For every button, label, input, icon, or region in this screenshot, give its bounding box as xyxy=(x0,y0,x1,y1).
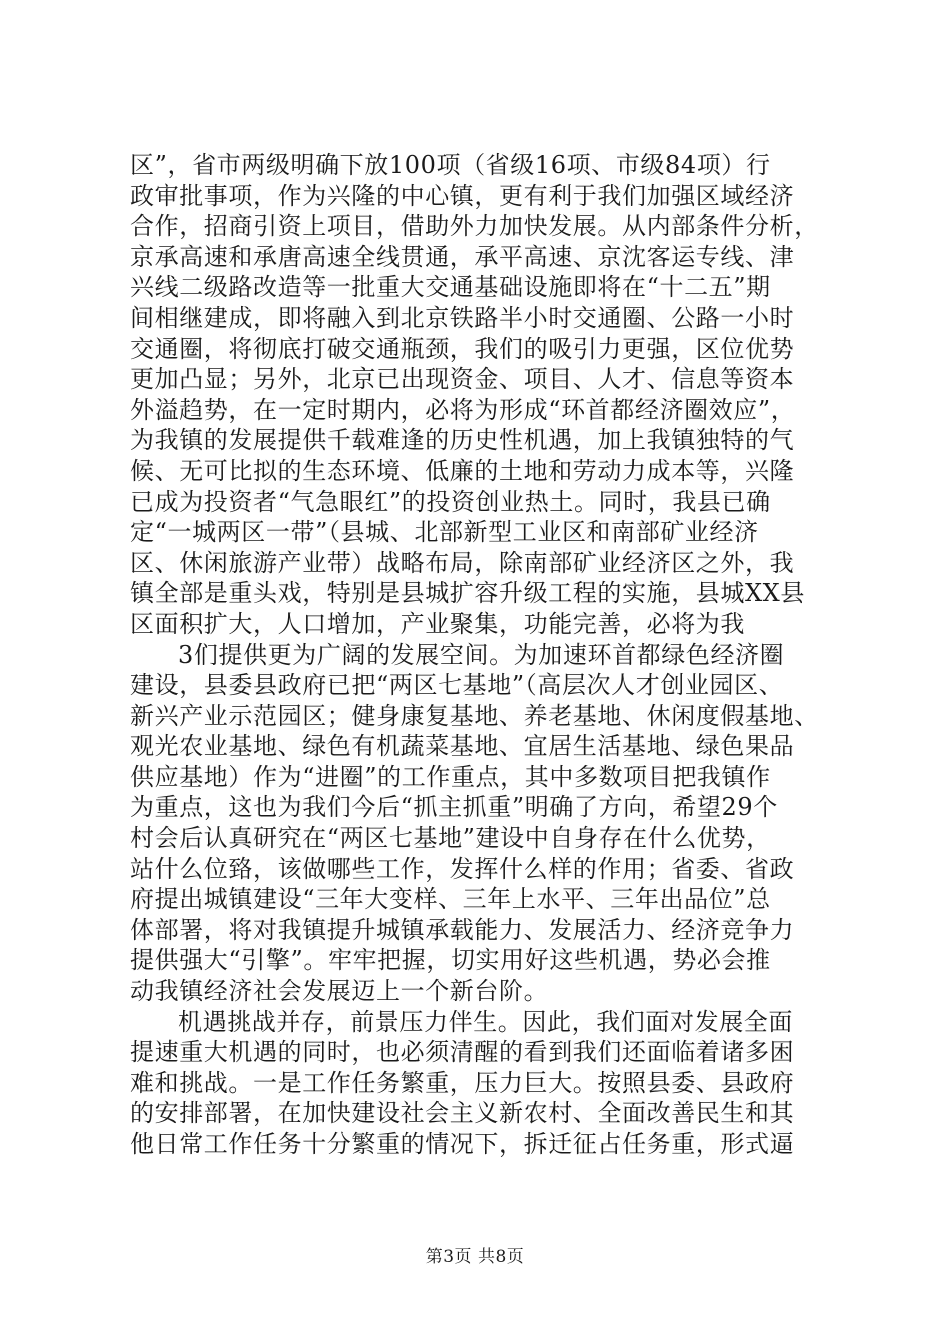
text-line: 体部署，将对我镇提升城镇承载能力、发展活力、经济竞争力 xyxy=(130,915,795,944)
page-number-label: 第3页 共8页 xyxy=(425,1247,525,1267)
text-line: 村会后认真研究在“两区七基地”建设中自身存在什么优势， xyxy=(130,824,771,853)
paragraph-start-line: 机遇挑战并存，前景压力伴生。因此，我们面对发展全面 xyxy=(178,1007,793,1036)
text-line: 定“一城两区一带”（县城、北部新型工业区和南部矿业经济 xyxy=(130,518,759,547)
paragraph-start-line: 3们提供更为广阔的发展空间。为加速环首都绿色经济圈 xyxy=(178,640,785,669)
text-line: 兴线二级路改造等一批重大交通基础设施即将在“十二五”期 xyxy=(130,273,771,302)
text-line: 建设，县委县政府已把“两区七基地”（高层次人才创业园区、 xyxy=(130,671,784,700)
text-line: 镇全部是重头戏，特别是县城扩容升级工程的实施，县城XX县 xyxy=(130,579,805,608)
text-line: 府提出城镇建设“三年大变样、三年上水平、三年出品位”总 xyxy=(130,885,771,914)
text-line: 政审批事项，作为兴隆的中心镇，更有利于我们加强区域经济 xyxy=(130,181,795,210)
text-line: 合作，招商引资上项目，借助外力加快发展。从内部条件分析， xyxy=(130,212,819,241)
text-line: 他日常工作任务十分繁重的情况下，拆迁征占任务重，形式逼 xyxy=(130,1130,795,1158)
text-line: 为重点，这也为我们今后“抓主抓重”明确了方向，希望29个 xyxy=(130,793,778,822)
text-line: 观光农业基地、绿色有机蔬菜基地、宜居生活基地、绿色果品 xyxy=(130,732,795,761)
text-line: 区”，省市两级明确下放100项（省级16项、市级84项）行 xyxy=(130,151,771,179)
text-line: 难和挑战。一是工作任务繁重，压力巨大。按照县委、县政府 xyxy=(130,1068,795,1097)
text-line: 提供强大“引擎”。牢牢把握，切实用好这些机遇，势必会推 xyxy=(130,946,771,975)
text-line: 站什么位臵，该做哪些工作，发挥什么样的作用；省委、省政 xyxy=(130,854,795,883)
body-text xyxy=(130,150,830,1160)
text-line: 区、休闲旅游产业带）战略布局，除南部矿业经济区之外，我 xyxy=(130,548,795,577)
text-line: 候、无可比拟的生态环境、低廉的土地和劳动力成本等，兴隆 xyxy=(130,456,795,485)
text-line: 外溢趋势，在一定时期内，必将为形成“环首都经济圈效应”， xyxy=(130,395,796,424)
text-line: 已成为投资者“气急眼红”的投资创业热土。同时，我县已确 xyxy=(130,487,771,516)
text-line: 为我镇的发展提供千载难逢的历史性机遇，加上我镇独特的气 xyxy=(130,426,795,455)
text-line: 的安排部署，在加快建设社会主义新农村、全面改善民生和其 xyxy=(130,1099,795,1128)
text-line: 区面积扩大，人口增加，产业聚集，功能完善，必将为我 xyxy=(130,609,745,638)
text-line: 更加凸显；另外，北京已出现资金、项目、人才、信息等资本 xyxy=(130,365,795,394)
text-line: 京承高速和承唐高速全线贯通，承平高速、京沈客运专线、津 xyxy=(130,242,795,271)
text-line: 交通圈，将彻底打破交通瓶颈，我们的吸引力更强，区位优势 xyxy=(130,334,795,363)
text-line: 供应基地）作为“进圈”的工作重点，其中多数项目把我镇作 xyxy=(130,762,771,791)
text-line: 间相继建成，即将融入到北京铁路半小时交通圈、公路一小时 xyxy=(130,303,795,332)
text-line: 提速重大机遇的同时，也必须清醒的看到我们还面临着诸多困 xyxy=(130,1038,795,1067)
text-line: 动我镇经济社会发展迈上一个新台阶。 xyxy=(130,977,549,1006)
text-line: 新兴产业示范园区；健身康复基地、养老基地、休闲度假基地、 xyxy=(130,701,819,730)
page-footer xyxy=(0,1242,950,1267)
